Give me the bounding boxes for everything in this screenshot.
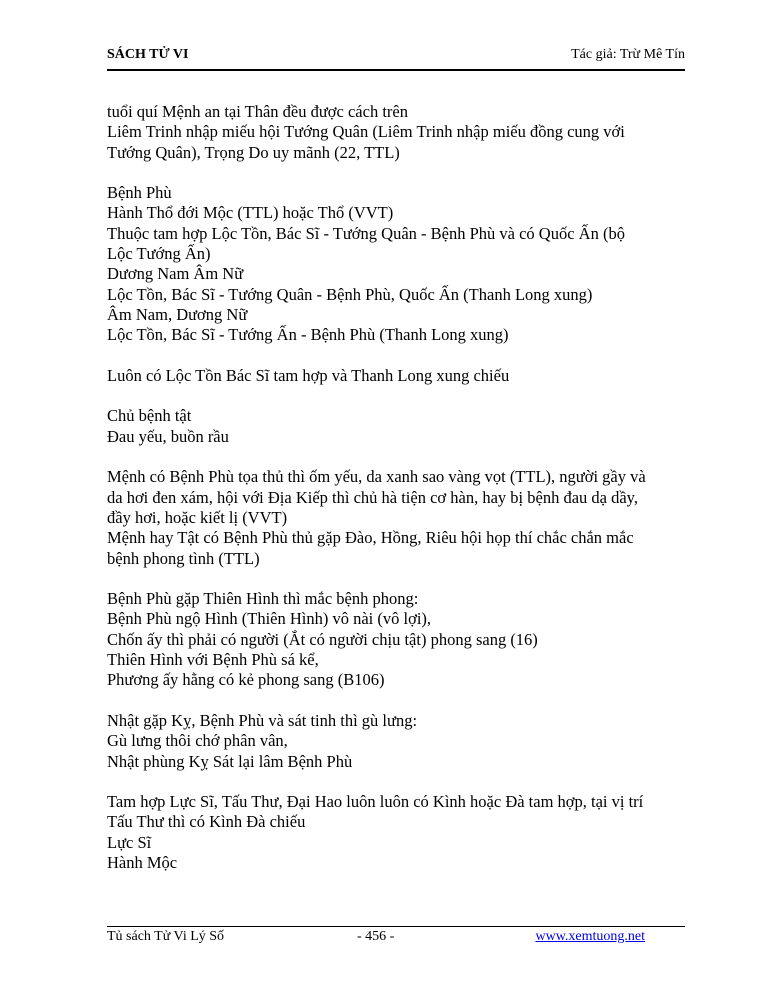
- text-line: Hành Mộc: [107, 852, 178, 872]
- text-line: Tướng Quân), Trọng Do uy mãnh (22, TTL): [107, 142, 400, 162]
- page-footer: [107, 926, 685, 949]
- text-line: Liêm Trinh nhập miếu hội Tướng Quân (Liêm Trinh nhập miếu đồng cung với: [107, 122, 625, 142]
- blank-line: [107, 447, 697, 467]
- page-number: - 456 -: [357, 929, 395, 944]
- text-line: Dương Nam Âm Nữ: [107, 264, 244, 284]
- text-line: Chốn ấy thì phải có người (Ắt có người chịu tật) phong sang (16): [107, 629, 538, 649]
- text-line: Nhật gặp Kỵ, Bệnh Phù và sát tinh thì gù lưng:: [107, 710, 418, 730]
- text-line: Thuộc tam hợp Lộc Tồn, Bác Sĩ - Tướng Quân - Bệnh Phù và có Quốc Ấn (bộ: [107, 223, 625, 243]
- text-line: Lộc Tồn, Bác Sĩ - Tướng Quân - Bệnh Phù, Quốc Ấn (Thanh Long xung): [107, 284, 593, 304]
- text-line: Gù lưng thôi chớ phân vân,: [107, 731, 288, 751]
- text-line: bệnh phong tình (TTL): [107, 548, 260, 568]
- text-line: Lực Sĩ: [107, 832, 152, 852]
- blank-line: [107, 386, 697, 406]
- text-line: Chủ bệnh tật: [107, 406, 192, 426]
- text-line: Luôn có Lộc Tồn Bác Sĩ tam hợp và Thanh Long xung chiếu: [107, 365, 510, 385]
- blank-line: [107, 772, 697, 792]
- text-line: Mệnh có Bệnh Phù tọa thủ thì ốm yếu, da xanh sao vàng vọt (TTL), người gầy và: [107, 467, 646, 487]
- blank-line: [107, 691, 697, 711]
- author-credit: Tác giả: Trừ Mê Tín: [571, 47, 685, 62]
- series-title: Tủ sách Tử Vi Lý Số: [107, 929, 225, 944]
- text-line: Âm Nam, Dương Nữ: [107, 304, 248, 324]
- book-title: SÁCH TỬ VI: [107, 47, 189, 62]
- text-line: Nhật phùng Kỵ Sát lại lâm Bệnh Phù: [107, 751, 353, 771]
- blank-line: [107, 163, 697, 183]
- text-line: Tam hợp Lực Sĩ, Tấu Thư, Đại Hao luôn luôn có Kình hoặc Đà tam hợp, tại vị trí: [107, 792, 644, 812]
- text-line: Lộc Tồn, Bác Sĩ - Tướng Ấn - Bệnh Phù (Thanh Long xung): [107, 325, 509, 345]
- text-line: đầy hơi, hoặc kiết lị (VVT): [107, 507, 288, 527]
- text-line: Lộc Tướng Ấn): [107, 244, 211, 264]
- page-header: [107, 47, 685, 71]
- text-line: Bệnh Phù: [107, 183, 172, 203]
- text-line: tuổi quí Mệnh an tại Thân đều được cách trên: [107, 102, 408, 121]
- website-link[interactable]: www.xemtuong.net: [535, 929, 645, 944]
- text-line: Tấu Thư thì có Kình Đà chiếu: [107, 812, 306, 832]
- blank-line: [107, 569, 697, 589]
- text-line: Đau yếu, buồn rầu: [107, 426, 229, 446]
- blank-line: [107, 346, 697, 366]
- text-line: Bệnh Phù gặp Thiên Hình thì mắc bệnh phong:: [107, 589, 419, 609]
- text-line: Mệnh hay Tật có Bệnh Phù thủ gặp Đào, Hồng, Riêu hội họp thí chắc chắn mắc: [107, 528, 634, 548]
- text-line: Hành Thổ đới Mộc (TTL) hoặc Thổ (VVT): [107, 203, 394, 223]
- text-line: Bệnh Phù ngộ Hình (Thiên Hình) vô nài (vô lợi),: [107, 609, 432, 629]
- text-line: da hơi đen xám, hội với Địa Kiếp thì chủ hà tiện cơ hàn, hay bị bệnh đau dạ dầy,: [107, 487, 638, 507]
- text-line: Thiên Hình với Bệnh Phù sá kể,: [107, 650, 319, 670]
- text-line: Phương ấy hằng có kẻ phong sang (B106): [107, 670, 385, 690]
- document-body: [107, 102, 697, 873]
